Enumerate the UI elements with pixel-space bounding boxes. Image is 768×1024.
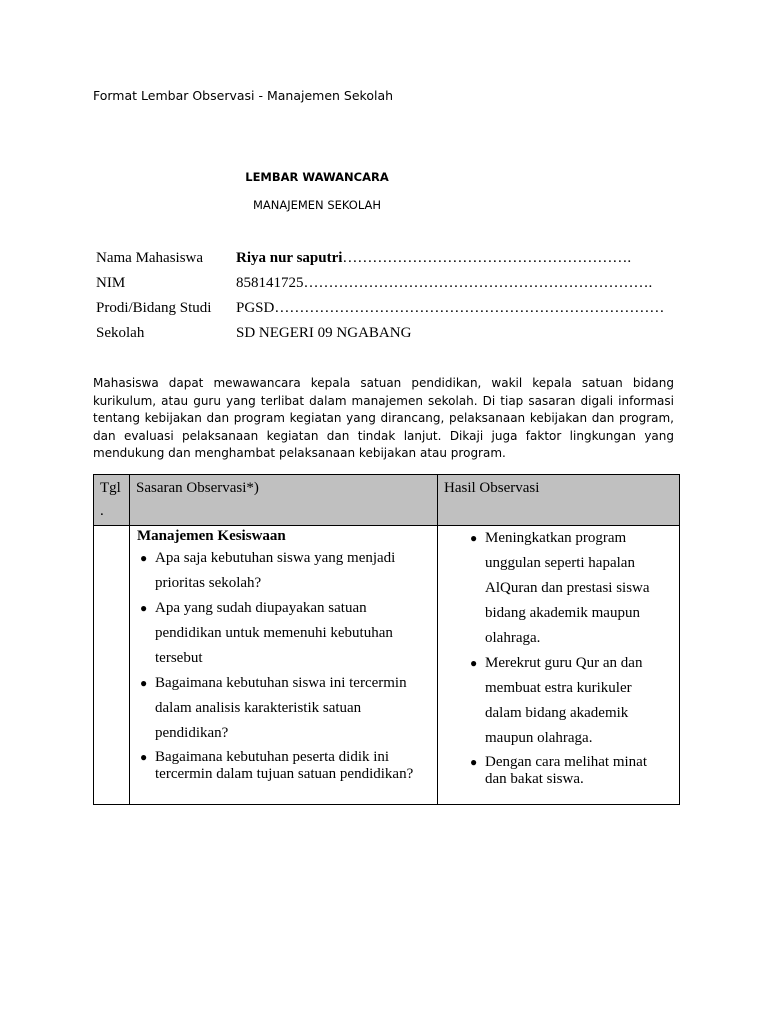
header-sasaran: Sasaran Observasi*) bbox=[130, 475, 438, 525]
list-item-text: Meningkatkan program unggulan seperti hapalan AlQuran dan prestasi siswa bidang akademik maupun olahraga. bbox=[485, 530, 650, 646]
bullet-icon: ● bbox=[140, 676, 148, 690]
bullet-icon: ● bbox=[140, 601, 148, 615]
list-item bbox=[137, 671, 431, 746]
nama-dots: …………………………………………………. bbox=[342, 250, 632, 266]
intro-paragraph: Mahasiswa dapat mewawancara kepala satuan pendidikan, wakil kepala satuan bidang kurikulum, atau guru yang terlibat dalam manajemen sekolah. Di tiap sasaran digali informasi tentang kebijakan dan program kegiatan yang dirancang, pelaksanaan kebijakan dan program, dan evaluasi pelaksanaan kegiatan dan tindak lanjut. Dikaji juga faktor lingkungan yang mendukung dan menghambat pelaksanaan kebijakan atau program. bbox=[93, 376, 674, 461]
document-title: LEMBAR WAWANCARA bbox=[245, 170, 389, 184]
table-header-row bbox=[94, 475, 679, 526]
cell-sasaran bbox=[130, 526, 438, 804]
list-item-text: Bagaimana kebutuhan peserta didik ini tercermin dalam tujuan satuan pendidikan? bbox=[155, 749, 414, 782]
list-item-text: Dengan cara melihat minat dan bakat siswa. bbox=[485, 754, 648, 787]
observation-table bbox=[93, 474, 680, 805]
list-item bbox=[467, 526, 671, 651]
list-item-text: Bagaimana kebutuhan siswa ini tercermin dalam analisis karakteristik satuan pendidikan? bbox=[155, 675, 407, 741]
bullet-icon: ● bbox=[140, 750, 148, 764]
document-header: Format Lembar Observasi - Manajemen Sekolah bbox=[93, 88, 394, 103]
bullet-icon: ● bbox=[470, 656, 478, 670]
nim-value: 858141725……………………………………………………………. bbox=[236, 275, 653, 291]
list-item bbox=[137, 546, 431, 596]
list-item bbox=[467, 754, 671, 788]
sekolah-value: SD NEGERI 09 NGABANG bbox=[236, 325, 412, 341]
bullet-icon: ● bbox=[470, 531, 478, 545]
nama-label: Nama Mahasiswa bbox=[96, 250, 204, 266]
list-item-text: Apa saja kebutuhan siswa yang menjadi prioritas sekolah? bbox=[155, 550, 396, 591]
header-hasil: Hasil Observasi bbox=[444, 480, 540, 496]
nama-value-wrap bbox=[236, 250, 631, 267]
bullet-icon: ● bbox=[140, 551, 148, 565]
table-row bbox=[94, 526, 679, 804]
hasil-list bbox=[438, 526, 679, 788]
list-item-text: Merekrut guru Qur an dan membuat estra kurikuler dalam bidang akademik maupun olahraga. bbox=[485, 655, 643, 746]
list-item bbox=[467, 651, 671, 751]
document-subtitle: MANAJEMEN SEKOLAH bbox=[252, 198, 382, 212]
list-item-text: Apa yang sudah diupayakan satuan pendidikan untuk memenuhi kebutuhan tersebut bbox=[155, 600, 393, 666]
section-title: Manajemen Kesiswaan bbox=[137, 528, 286, 544]
cell-tgl bbox=[94, 526, 130, 804]
prodi-value: PGSD…………………………………………………………………… bbox=[236, 300, 665, 316]
sasaran-list bbox=[130, 546, 437, 783]
prodi-label: Prodi/Bidang Studi bbox=[96, 300, 212, 316]
bullet-icon: ● bbox=[470, 755, 478, 769]
nim-label: NIM bbox=[96, 275, 126, 291]
header-tgl bbox=[94, 475, 130, 525]
sekolah-label: Sekolah bbox=[96, 325, 145, 341]
list-item bbox=[137, 749, 431, 783]
list-item bbox=[137, 596, 431, 671]
cell-hasil bbox=[438, 526, 679, 804]
nama-value: Riya nur saputri bbox=[236, 250, 343, 266]
header-tgl-dot: . bbox=[100, 503, 104, 519]
header-tgl-label: Tgl bbox=[100, 480, 121, 496]
